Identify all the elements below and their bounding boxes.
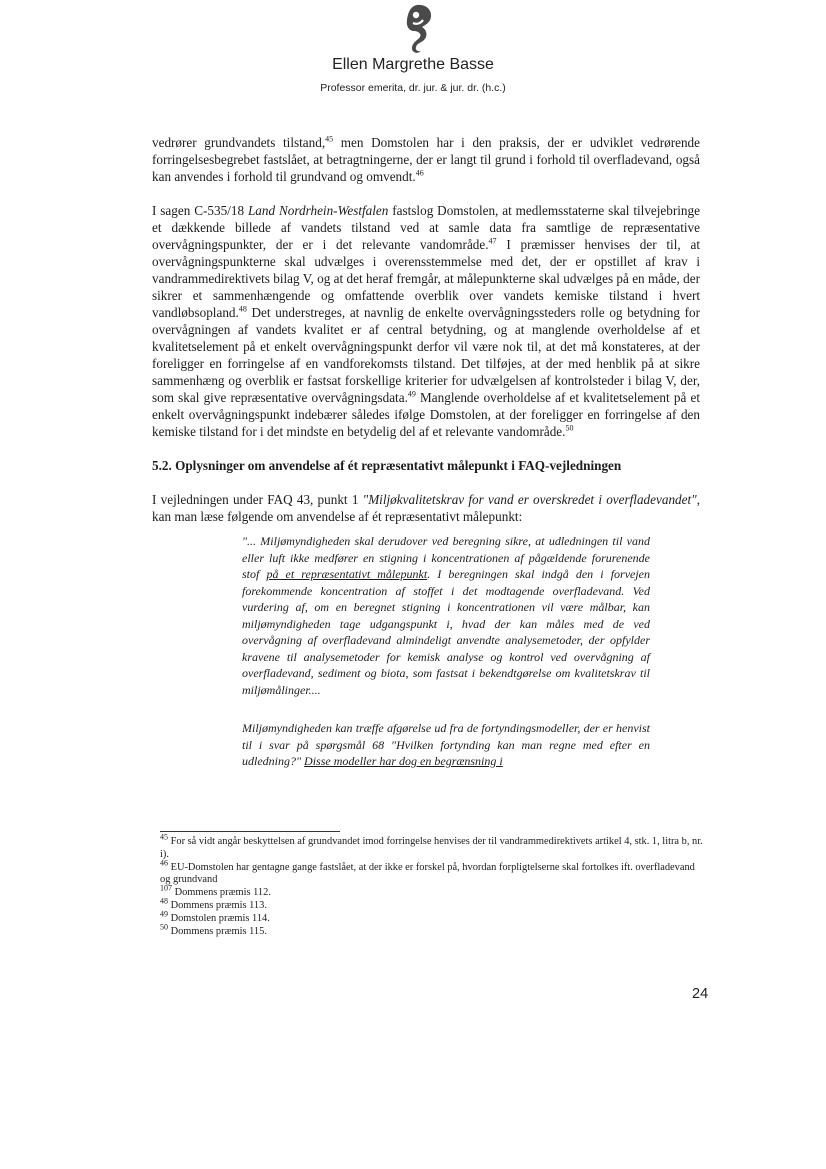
paragraph: vedrører grundvandets tilstand,$^{45}$ men Domstolen har i den praksis, der er udviklet vedrørende forringelsesbegrebet fastslået, at betragtningerne, der er langt til grund i forhold til overfladevand, også kan anvendes i forhold til grundvand og omvendt.$^{46}$ <box>152 134 700 184</box>
paragraph: I vejledningen under FAQ 43, punkt 1 "Miljøkvalitetskrav for vand er overskredet i overfladevandet", kan man læse følgende om anvendelse af ét repræsentativt målepunkt: <box>152 492 700 524</box>
quote-paragraph: "... Miljømyndigheden skal derudover ved beregning sikre, at udledningen til vand eller luft ikke medfører en stigning i koncentrationen af pågældende forurenende stof på et repræsentativt målepunkt. I beregningen skal indgå den i forvejen forekommende koncentration af stoffet i det modtagende overfladevand. Ved vurdering af, om en beregnet stigning i koncentrationen vil være målbar, kan miljømyndigheden tage udgangspunkt i, hvad der kan måles med de ved overvågning af overfladevand almindeligt anvendte analysemetoder, der opfylder kravene til analysemetoder for kemisk analyse og kontrol ved overvågning af overfladevand, sediment og biota, som fastsat i bekendtgørelse om kvalitetskrav til miljømålinger.... <box>242 534 651 697</box>
footnote-ref[interactable]: 45 <box>325 134 334 144</box>
main-text <box>152 134 700 792</box>
block-quote <box>242 533 650 770</box>
footnote-divider <box>160 831 340 832</box>
footnote: $^{49}$ Domstolen præmis 114. <box>160 909 270 924</box>
paragraph: I sagen C-535/18 Land Nordrhein-Westfalen fastslog Domstolen, at medlemsstaterne skal tilvejebringe et dækkende billede af vandets tilstand ved at samle data fra samtlige de repræsentative overvågningspunkter, der er i det relevante vandområde.$^{47}$ I præmisser henvises der til, at overvågningspunkterne skal udvælges i overensstemmelse med det, der er opstillet af krav i vandrammedirektivets bilag V, og at det heraf fremgår, at målepunkterne skal udvælges på en måde, der sikrer et sammenhængende og omfattende overblik over vandets kemiske tilstand i hvert vandløbsopland.$^{48}$ Det understreges, at navnlig de enkelte overvågningssteders rolle og betydning for overvågningen af vandets kvalitet er af central betydning, og at manglende overholdelse af et kvalitetselement på et enkelt overvågningspunkt derfor vil være nok til, at det må konstateres, at der foreligger en forringelse af en vandforekomsts tilstand. Det tilføjes, at der med henblik på at sikre sammenhæng og overblik er fastsat forskellige kriterier for udvælgelsen af kontrolsteder i bilag V, der, som skal give repræsentative overvågningsdata.$^{49}$ Manglende overholdelse af et kvalitetselement på et enkelt overvågningspunkt indebærer således ifølge Domstolen, at der foreligger en forringelse af den kemiske tilstand for i det mindste en betydelig del af et relevante vandområde.$^{50}$ <box>152 203 700 439</box>
case-name: Land Nordrhein-Westfalen <box>247 203 389 218</box>
seahorse-logo-icon <box>403 3 435 55</box>
footnote: $^{50}$ Dommens præmis 115. <box>160 922 267 937</box>
author-name: Ellen Margrethe Basse <box>332 56 494 73</box>
page-number: 24 <box>692 986 709 1002</box>
footnotes <box>160 832 705 938</box>
footnote-ref[interactable]: 48 <box>238 304 247 314</box>
footnote-ref[interactable]: 46 <box>415 168 424 178</box>
footnote: $^{46}$ EU-Domstolen har gentagne gange fastslået, at der ikke er forskel på, hvordan forpligtelserne skal fortolkes ift. overfladevand og grundvand <box>160 858 695 886</box>
footnote-ref[interactable]: 50 <box>565 423 574 433</box>
section-heading: 5.2. Oplysninger om anvendelse af ét repræsentativt målepunkt i FAQ-vejledningen <box>152 458 622 473</box>
footnote: $^{48}$ Dommens præmis 113. <box>160 896 267 911</box>
footnote: $^{45}$ For så vidt angår beskyttelsen af grundvandet imod forringelse henvises der til vandrammedirektivets artikel 4, stk. 1, litra b, nr. i). <box>160 832 703 860</box>
author-title: Professor emerita, dr. jur. & jur. dr. (h.c.) <box>320 82 506 94</box>
footnote-ref[interactable]: 47 <box>488 236 497 246</box>
quote-paragraph: Miljømyndigheden kan træffe afgørelse ud fra de fortyndingsmodeller, der er henvist til i svar på spørgsmål 68 "Hvilken fortynding kan man regne med efter en udledning?" Disse modeller har dog en begrænsning i <box>242 721 650 768</box>
footnote-ref[interactable]: 49 <box>407 389 416 399</box>
footnote: $^{107}$ Dommens præmis 112. <box>160 883 271 899</box>
